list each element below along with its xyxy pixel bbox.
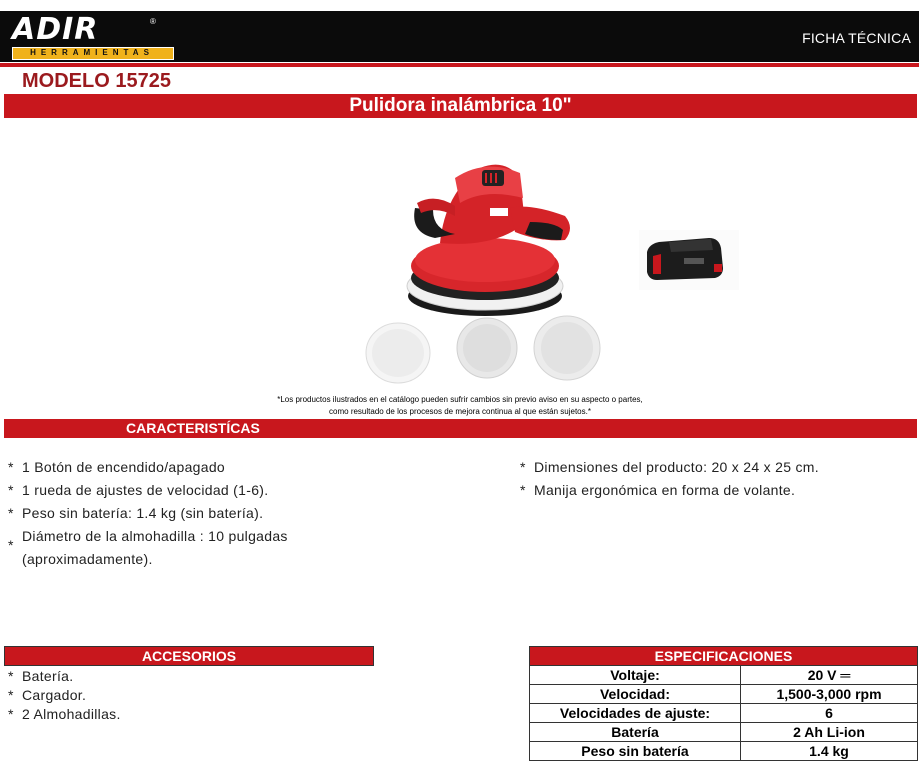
polisher-product-image xyxy=(355,148,617,388)
list-item-text: 2 Almohadillas. xyxy=(22,706,121,722)
page-header xyxy=(0,0,919,63)
model-number: MODELO 15725 xyxy=(22,70,171,92)
header-red-line xyxy=(0,63,919,67)
ficha-tecnica-label: FICHA TÉCNICA xyxy=(802,30,911,46)
logo-registered-mark: ® xyxy=(150,17,156,26)
spec-value: 1,500-3,000 rpm xyxy=(741,685,918,704)
bullet-star: * xyxy=(8,459,14,475)
list-item-text: Cargador. xyxy=(22,687,87,703)
spec-label: Velocidad: xyxy=(530,685,741,704)
list-item xyxy=(8,667,308,686)
list-item xyxy=(8,525,338,571)
list-item-text: Batería. xyxy=(22,668,74,684)
table-row xyxy=(530,742,918,761)
table-row xyxy=(530,685,918,704)
table-row xyxy=(530,723,918,742)
table-header-row xyxy=(530,647,918,666)
accesorios-heading-bar xyxy=(4,646,374,666)
spec-label: Peso sin batería xyxy=(530,742,741,761)
bullet-star: * xyxy=(520,482,526,498)
list-item xyxy=(8,456,338,479)
caracteristicas-heading: CARACTERISTÍCAS xyxy=(126,420,260,436)
disclaimer-line-2: como resultado de los procesos de mejora continua al que están sujetos.* xyxy=(329,407,591,416)
list-item-text: Manija ergonómica en forma de volante. xyxy=(534,482,796,498)
list-item xyxy=(8,686,308,705)
bullet-star: * xyxy=(8,505,14,521)
table-row xyxy=(530,666,918,685)
spec-label: Velocidades de ajuste: xyxy=(530,704,741,723)
bullet-star: * xyxy=(8,706,14,722)
spec-label: Voltaje: xyxy=(530,666,741,685)
caracteristicas-list-left xyxy=(8,456,338,571)
list-item-line-2: (aproximadamente). xyxy=(22,551,153,567)
list-item xyxy=(8,502,338,525)
list-item-text: Peso sin batería: 1.4 kg (sin batería). xyxy=(22,505,264,521)
table-row xyxy=(530,704,918,723)
list-item xyxy=(520,456,910,479)
caracteristicas-heading-bar xyxy=(4,419,917,438)
list-item-text xyxy=(22,525,288,571)
list-item-line-1: Diámetro de la almohadilla : 10 pulgadas xyxy=(22,528,288,544)
logo-brand-text: ADIR xyxy=(12,12,99,47)
especificaciones-heading: ESPECIFICACIONES xyxy=(530,647,918,666)
list-item xyxy=(8,479,338,502)
list-item-text: 1 Botón de encendido/apagado xyxy=(22,459,226,475)
list-item-text: Dimensiones del producto: 20 x 24 x 25 cm. xyxy=(534,459,819,475)
spec-value: 2 Ah Li-ion xyxy=(741,723,918,742)
disclaimer-note xyxy=(150,394,770,418)
disclaimer-line-1: *Los productos ilustrados en el catálogo pueden sufrir cambios sin previo aviso en su aspecto o partes, xyxy=(277,395,643,404)
bullet-star: * xyxy=(8,687,14,703)
bullet-star: * xyxy=(8,482,14,498)
list-item xyxy=(8,705,308,724)
list-item-text: 1 rueda de ajustes de velocidad (1-6). xyxy=(22,482,269,498)
spec-value: 6 xyxy=(741,704,918,723)
logo-sub-text: HERRAMIENTAS xyxy=(30,48,154,57)
adir-logo xyxy=(12,14,177,60)
product-title: Pulidora inalámbrica 10" xyxy=(349,95,572,116)
bullet-star: * xyxy=(8,668,14,684)
spec-label: Batería xyxy=(530,723,741,742)
caracteristicas-list-right xyxy=(520,456,910,502)
list-item xyxy=(520,479,910,502)
spec-value: 20 V ═ xyxy=(741,666,918,685)
bullet-star: * xyxy=(520,459,526,475)
battery-image xyxy=(639,230,739,290)
especificaciones-table xyxy=(529,646,918,761)
product-title-bar xyxy=(4,94,917,118)
spec-value: 1.4 kg xyxy=(741,742,918,761)
accesorios-list xyxy=(8,667,308,724)
bullet-star: * xyxy=(8,537,14,553)
accesorios-heading: ACCESORIOS xyxy=(141,648,237,664)
